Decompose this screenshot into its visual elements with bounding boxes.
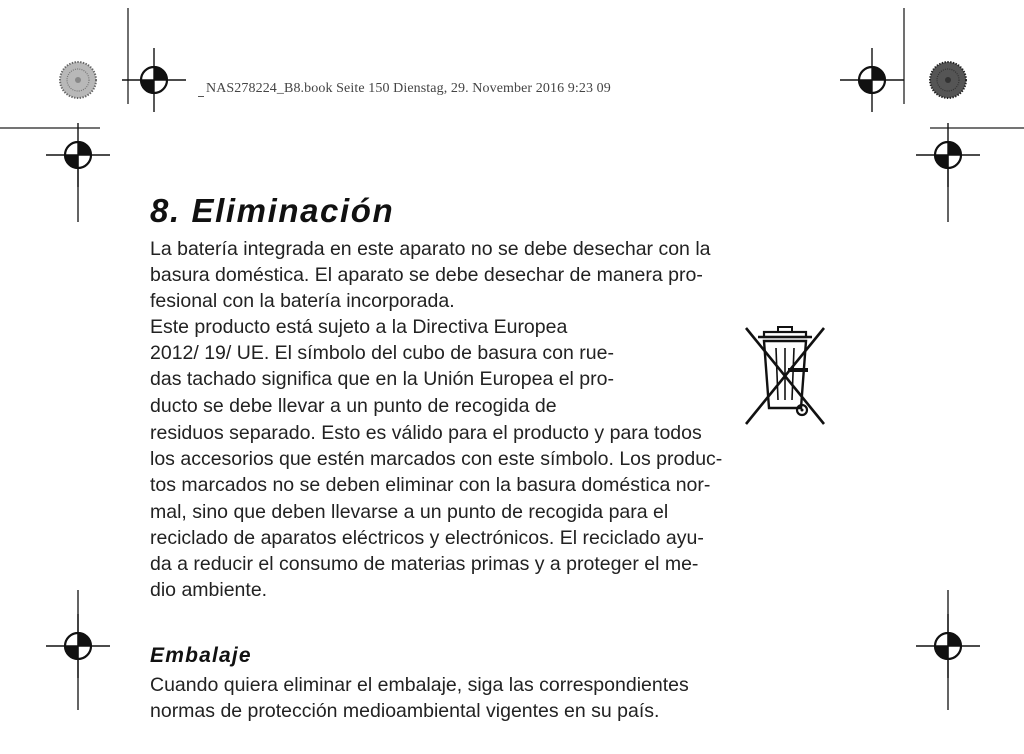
crosshair-registration-icon	[122, 48, 186, 112]
section-title: 8. Eliminación	[150, 192, 395, 229]
dark-starburst-registration-icon	[930, 62, 966, 98]
text-line: ducto se debe llevar a un punto de recogida de	[150, 394, 557, 417]
body-paragraph	[150, 236, 711, 315]
text-line: reciclado de aparatos eléctricos y electrónicos. El reciclado ayu-	[150, 526, 704, 549]
crossed-out-wheeled-bin-icon	[738, 320, 832, 428]
text-line: basura doméstica. El aparato se debe desechar de manera pro-	[150, 264, 703, 287]
text-line: los accesorios que estén marcados con este símbolo. Los produc-	[150, 448, 723, 471]
text-line: dio ambiente.	[150, 579, 268, 602]
text-line: Este producto está sujeto a la Directiva Europea	[150, 316, 568, 338]
text-line: Cuando quiera eliminar el embalaje, siga las correspondientes	[150, 674, 689, 696]
text-line: 2012/ 19/ UE. El símbolo del cubo de basura con rue-	[150, 342, 614, 365]
text-line: fesional con la batería incorporada.	[150, 290, 455, 313]
text-line: mal, sino que deben llevarse a un punto de recogida para el	[150, 500, 669, 523]
body-paragraph	[150, 314, 614, 419]
header-rule	[198, 96, 204, 97]
text-line: da a reducir el consumo de materias primas y a proteger el me-	[150, 553, 699, 576]
body-paragraph	[150, 672, 689, 724]
print-slug-header: NAS278224_B8.book Seite 150 Dienstag, 29. November 2016 9:23 09	[206, 81, 611, 96]
crosshair-registration-icon	[840, 48, 904, 112]
text-line: La batería integrada en este aparato no se debe desechar con la	[150, 238, 711, 260]
text-line: normas de protección medioambiental vigentes en su país.	[150, 700, 660, 723]
text-line: das tachado significa que en la Unión Europea el pro-	[150, 368, 614, 391]
text-line: residuos separado. Esto es válido para el producto y para todos	[150, 422, 702, 444]
gray-starburst-registration-icon	[60, 62, 96, 98]
text-line: tos marcados no se deben eliminar con la basura doméstica nor-	[150, 474, 711, 497]
body-paragraph	[150, 420, 722, 603]
subsection-title: Embalaje	[150, 644, 252, 667]
